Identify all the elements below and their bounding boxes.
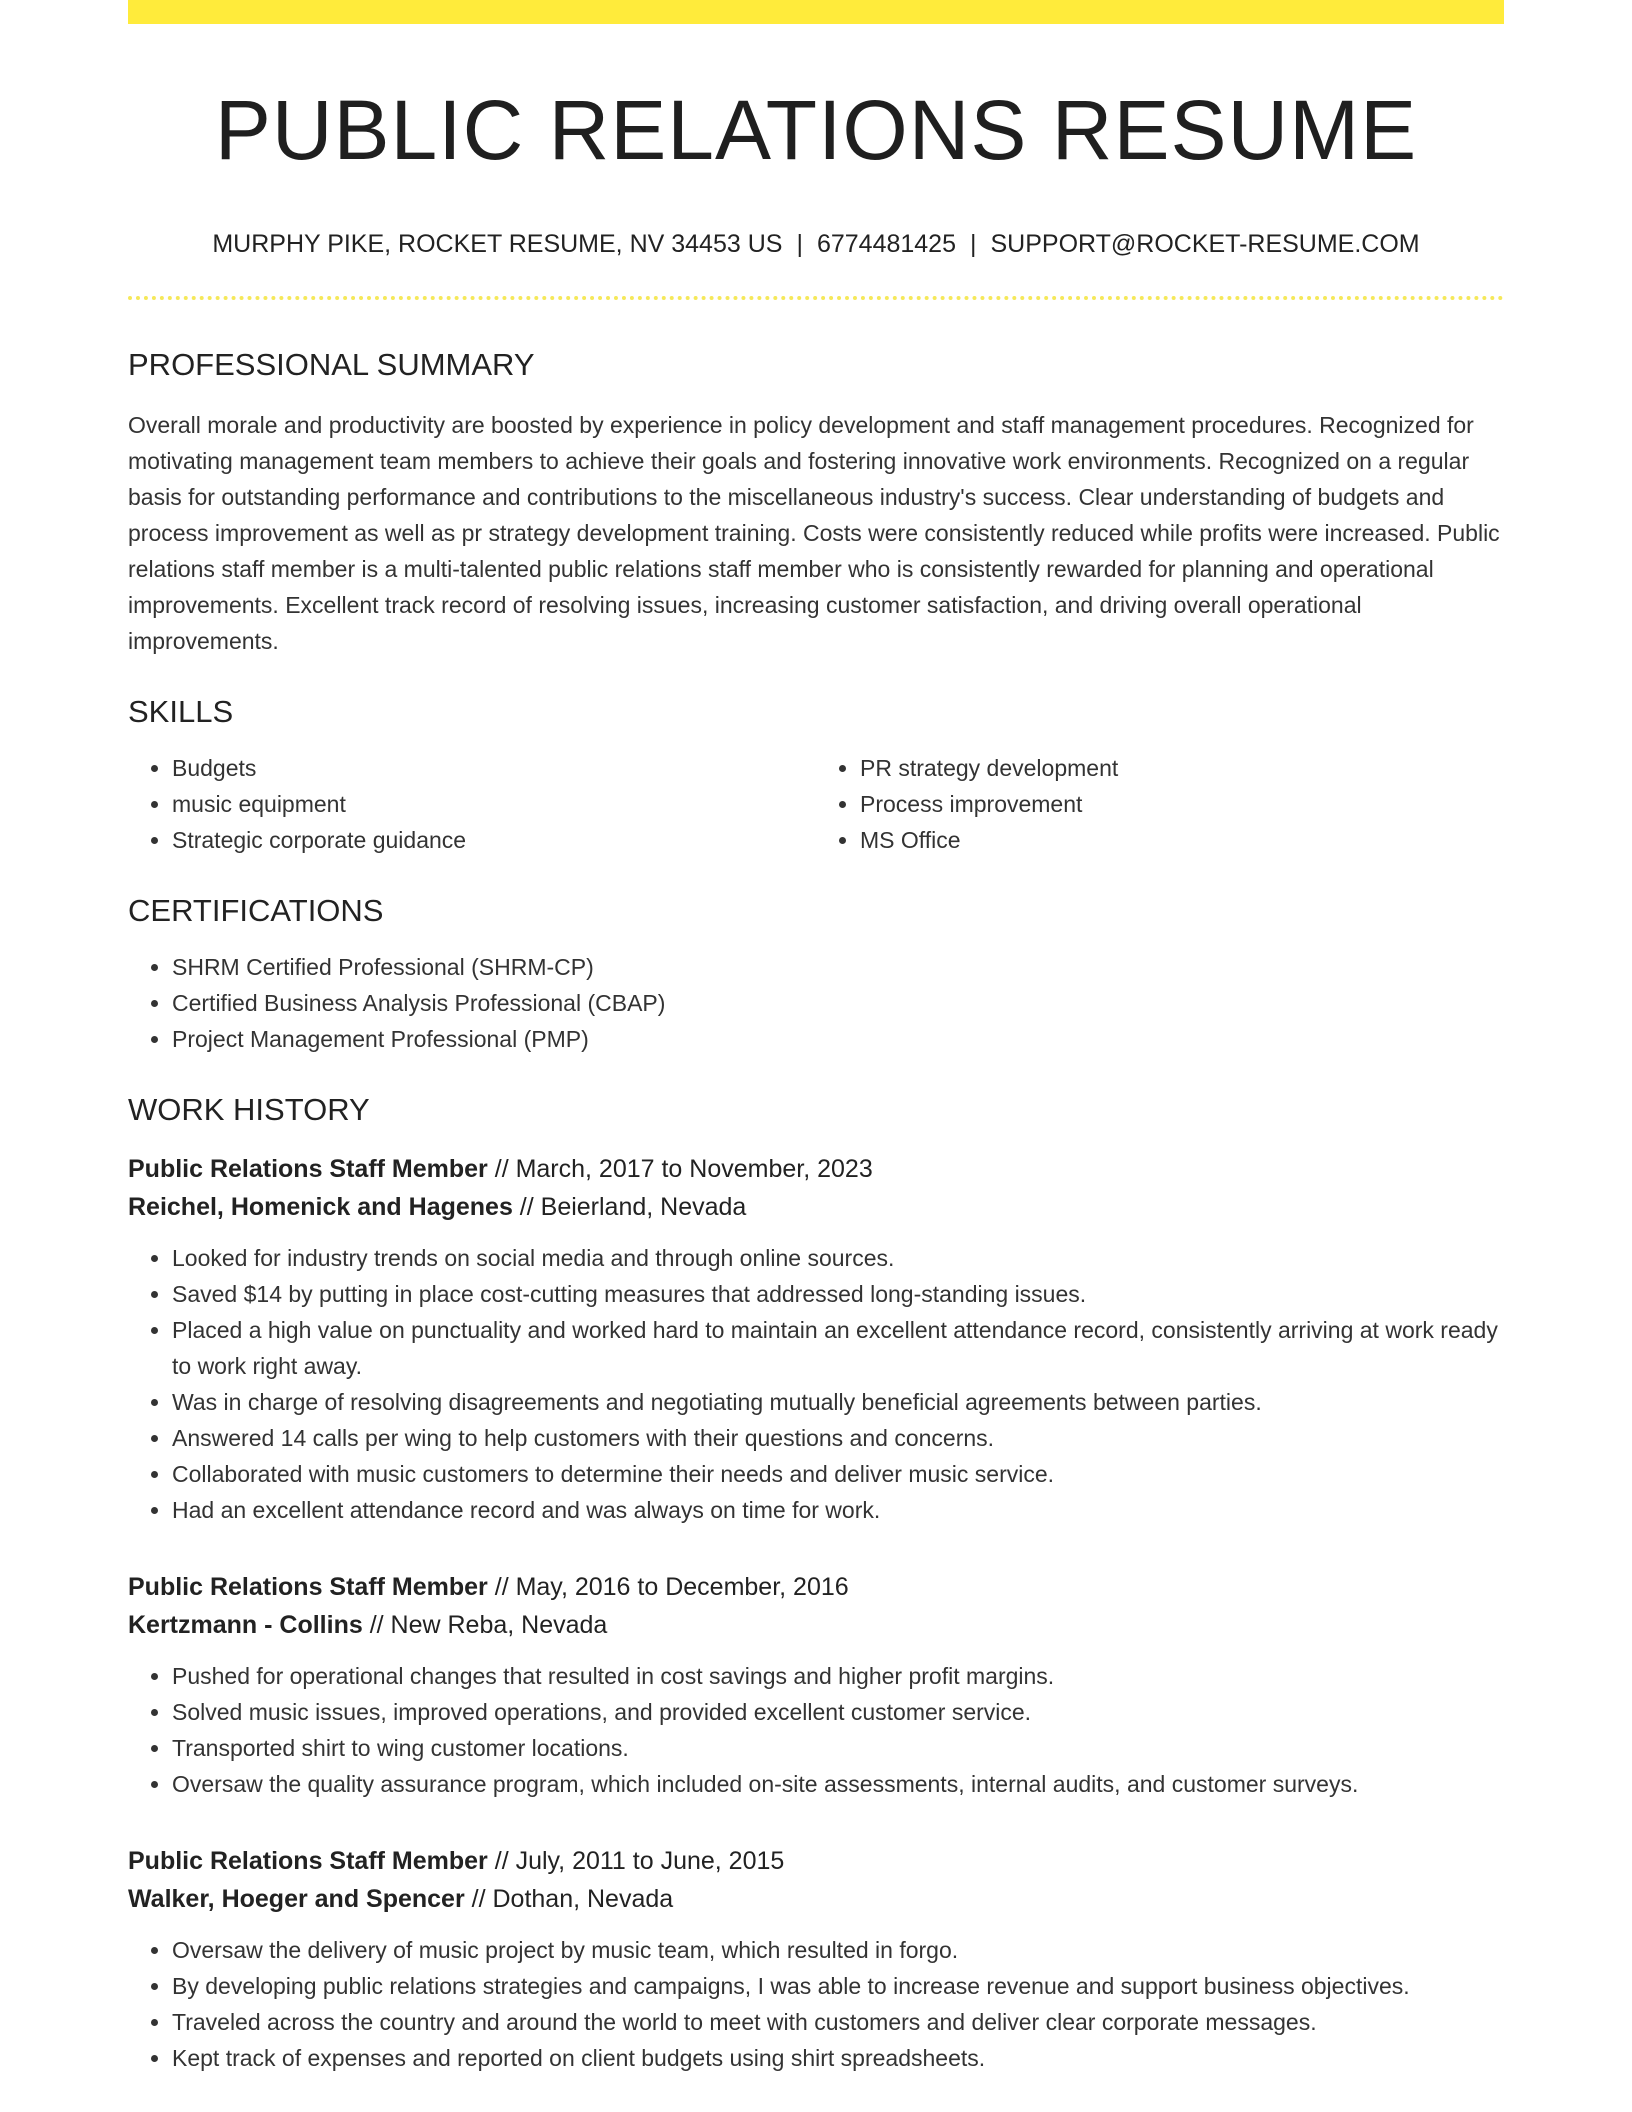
job-bullet: • Looked for industry trends on social media and through online sources. — [172, 1240, 1504, 1276]
job-title: Public Relations Staff Member — [128, 1847, 488, 1876]
job-title: Public Relations Staff Member — [128, 1573, 488, 1602]
skills-list-left — [128, 750, 816, 858]
skills-section — [128, 693, 1504, 858]
skill-item: • music equipment — [172, 786, 816, 822]
job-entry — [128, 1842, 1504, 2076]
contact-line — [128, 229, 1504, 259]
job-bullet: • Answered 14 calls per wing to help customers with their questions and concerns. — [172, 1420, 1504, 1456]
skill-item: • PR strategy development — [860, 750, 1504, 786]
contact-separator: | — [796, 229, 803, 258]
skill-item: • Process improvement — [860, 786, 1504, 822]
job-bullets — [128, 1658, 1504, 1802]
skill-item: • MS Office — [860, 822, 1504, 858]
job-dates: // May, 2016 to December, 2016 — [487, 1573, 849, 1602]
job-company-line — [128, 1606, 1504, 1644]
job-company: Reichel, Homenick and Hagenes — [128, 1193, 513, 1222]
skill-item: • Budgets — [172, 750, 816, 786]
contact-email: SUPPORT@ROCKET-RESUME.COM — [990, 229, 1420, 258]
job-location: // Dothan, Nevada — [464, 1885, 674, 1914]
job-bullet: • Pushed for operational changes that resulted in cost savings and higher profit margins. — [172, 1658, 1504, 1694]
skills-grid — [128, 750, 1504, 858]
job-bullet: • Collaborated with music customers to determine their needs and deliver music service. — [172, 1456, 1504, 1492]
certification-item: • SHRM Certified Professional (SHRM-CP) — [172, 949, 1504, 985]
job-company: Kertzmann - Collins — [128, 1611, 363, 1640]
job-location: // Beierland, Nevada — [512, 1193, 747, 1222]
top-accent-bar — [128, 0, 1504, 24]
job-company: Walker, Hoeger and Spencer — [128, 1885, 465, 1914]
job-location: // New Reba, Nevada — [362, 1611, 608, 1640]
job-title: Public Relations Staff Member — [128, 1155, 488, 1184]
job-title-line — [128, 1568, 1504, 1606]
summary-heading: PROFESSIONAL SUMMARY — [128, 346, 535, 382]
job-bullet: • Was in charge of resolving disagreements and negotiating mutually beneficial agreements between parties. — [172, 1384, 1504, 1420]
job-title-line — [128, 1150, 1504, 1188]
job-company-line — [128, 1188, 1504, 1226]
job-bullet: • Solved music issues, improved operations, and provided excellent customer service. — [172, 1694, 1504, 1730]
job-dates: // March, 2017 to November, 2023 — [487, 1155, 873, 1184]
job-title-line — [128, 1842, 1504, 1880]
certifications-section — [128, 892, 1504, 1057]
contact-phone: 6774481425 — [816, 229, 956, 258]
summary-text: Overall morale and productivity are boosted by experience in policy development and staff management procedures. Recognized for motivating management team members to achieve their goals and fostering innovative work environments. Recognized on a regular basis for outstanding performance and contributions to the miscellaneous industry's success. Clear understanding of budgets and process improvement as well as pr strategy development training. Costs were consistently reduced while profits were increased. Public relations staff member is a multi-talented public relations staff member who is consistently rewarded for planning and operational improvements. Excellent track record of resolving issues, increasing customer satisfaction, and driving overall operational improvements. — [128, 411, 1500, 654]
job-bullet: • Kept track of expenses and reported on client budgets using shirt spreadsheets. — [172, 2040, 1504, 2076]
contact-separator: | — [970, 229, 977, 258]
certifications-list — [128, 949, 1504, 1057]
work-history-heading: WORK HISTORY — [128, 1092, 370, 1128]
job-bullet: • Placed a high value on punctuality and worked hard to maintain an excellent attendance record, consistently arriving at work ready to work right away. — [172, 1312, 1504, 1384]
job-company-line — [128, 1880, 1504, 1918]
job-bullet: • Transported shirt to wing customer locations. — [172, 1730, 1504, 1766]
job-dates: // July, 2011 to June, 2015 — [487, 1847, 785, 1876]
skills-heading: SKILLS — [128, 693, 234, 729]
job-bullet: • Oversaw the quality assurance program, which included on-site assessments, internal audits, and customer surveys. — [172, 1766, 1504, 1802]
job-bullets — [128, 1240, 1504, 1528]
job-bullets — [128, 1932, 1504, 2076]
dotted-divider — [128, 296, 1504, 300]
skills-list-right — [816, 750, 1504, 858]
skill-item: • Strategic corporate guidance — [172, 822, 816, 858]
certification-item: • Certified Business Analysis Professional (CBAP) — [172, 985, 1504, 1021]
certification-item: • Project Management Professional (PMP) — [172, 1021, 1504, 1057]
job-bullet: • Saved $14 by putting in place cost-cutting measures that addressed long-standing issues. — [172, 1276, 1504, 1312]
page-title: PUBLIC RELATIONS RESUME — [214, 83, 1418, 177]
job-bullet: • Oversaw the delivery of music project by music team, which resulted in forgo. — [172, 1932, 1504, 1968]
resume-page — [128, 0, 1504, 2076]
job-bullet: • Traveled across the country and around the world to meet with customers and deliver clear corporate messages. — [172, 2004, 1504, 2040]
certifications-heading: CERTIFICATIONS — [128, 892, 384, 928]
job-bullet: • By developing public relations strategies and campaigns, I was able to increase revenue and support business objectives. — [172, 1968, 1504, 2004]
job-entry — [128, 1568, 1504, 1802]
job-bullet: • Had an excellent attendance record and was always on time for work. — [172, 1492, 1504, 1528]
job-entry — [128, 1150, 1504, 1528]
contact-address: MURPHY PIKE, ROCKET RESUME, NV 34453 US — [212, 229, 783, 258]
work-history-section — [128, 1091, 1504, 2076]
summary-section — [128, 346, 1504, 659]
